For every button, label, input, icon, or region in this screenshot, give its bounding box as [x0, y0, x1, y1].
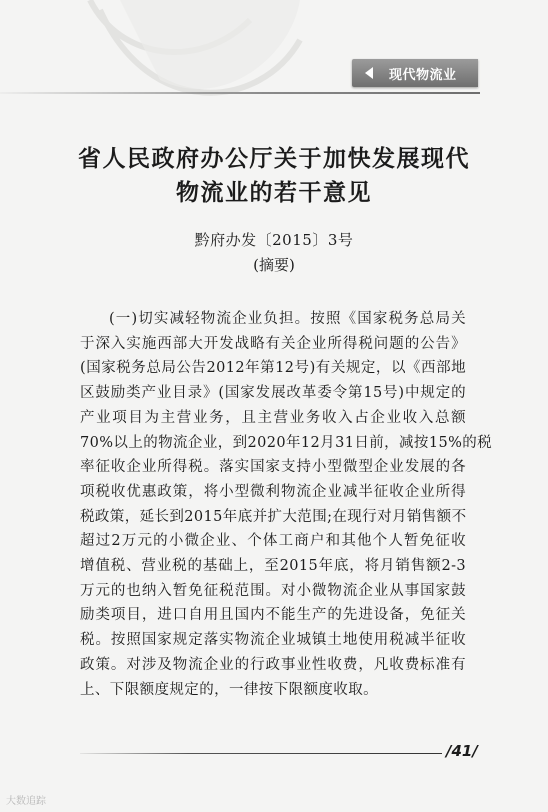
title-line-2: 物流业的若干意见 [176, 179, 372, 206]
body-line: 区鼓励类产业目录》(国家发展改革委令第15号)中规定的 [80, 385, 466, 402]
body-paragraph [80, 307, 493, 702]
body-line: 超过2万元的小微企业、个体工商户和其他个人暂免征收 [80, 533, 466, 550]
section-tab-label: 现代物流业 [389, 67, 457, 83]
body-line: 上、下限额度规定的，一律按下限额度收取。 [80, 681, 378, 698]
section-tab [352, 59, 478, 87]
body-line: 70%以上的物流企业，到2020年12月31日前，减按15%的税 [80, 434, 493, 451]
body-line: 于深入实施西部大开发战略有关企业所得税问题的公告》 [80, 335, 466, 352]
body-line: 产业项目为主营业务，且主营业务收入占企业收入总额 [80, 409, 466, 426]
header-rule [0, 92, 480, 94]
body-line: 税政策，延长到2015年底并扩大范围;在现行对月销售额不 [80, 508, 467, 525]
body-line: 率征收企业所得税。落实国家支持小型微型企业发展的各 [80, 459, 466, 476]
body-line: 税。按照国家规定落实物流企业城镇土地使用税减半征收 [80, 632, 466, 649]
title-line-1: 省人民政府办公厅关于加快发展现代 [78, 145, 470, 172]
document-title [0, 142, 548, 210]
body-line: (一)切实减轻物流企业负担。按照《国家税务总局关 [109, 311, 466, 327]
body-line: (国家税务总局公告2012年第12号)有关规定，以《西部地 [80, 360, 466, 377]
body-line: 励类项目，进口自用且国内不能生产的先进设备，免征关 [80, 607, 466, 624]
left-arrow-icon [365, 67, 373, 79]
body-line: 万元的也纳入暂免征税范围。对小微物流企业从事国家鼓 [80, 582, 466, 599]
watermark-text: 大数追踪 [6, 796, 46, 807]
footer-rule [80, 753, 442, 754]
document-note: (摘要) [253, 256, 295, 274]
body-line: 政策。对涉及物流企业的行政事业性收费，凡收费标准有 [80, 656, 466, 673]
body-line: 项税收优惠政策，将小型微利物流企业减半征收企业所得 [80, 483, 466, 500]
document-number: 黔府办发〔2015〕3号 [194, 231, 354, 249]
page-number: /41/ [446, 742, 478, 760]
body-line: 增值税、营业税的基础上，至2015年底，将月销售额2-3 [80, 558, 466, 575]
